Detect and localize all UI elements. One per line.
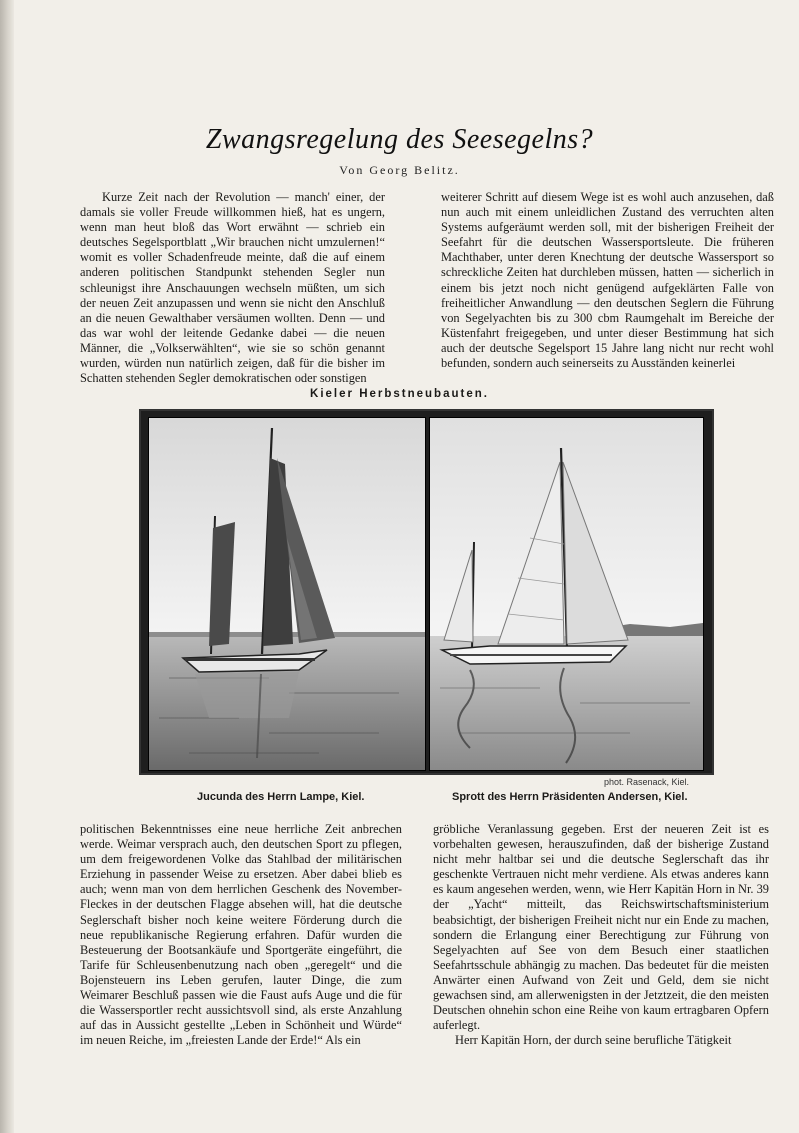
column-bottom-left	[80, 822, 402, 1048]
caption-right: Sprott des Herrn Präsidenten Andersen, Kiel.	[452, 791, 688, 803]
article-byline: Von Georg Belitz.	[339, 163, 460, 177]
article-title: Zwangsregelung des Seesegelns?	[205, 124, 594, 155]
photo-yacht-jucunda	[148, 417, 426, 771]
column-top-right	[441, 190, 774, 371]
column-top-left	[80, 190, 385, 386]
column-bottom-right	[433, 822, 769, 1048]
figure-heading: Kieler Herbstneubauten.	[310, 388, 489, 400]
paragraph: weiterer Schritt auf diesem Wege ist es wohl auch anzusehen, daß nun auch mit einem unleidlichen Zustand des verruchten alten Systems aufgeräumt werden soll, mit der bisherigen Freiheit der Seefahrt für die deutschen Wassersportsleute. Die früheren Machthaber, unter deren Knechtung der deutsche Wassersport so schreckliche Zeiten hat durchleben müssen, hatten — sicherlich in einem bis jetzt noch nicht genügend aufgeklärten Falle von freiheitlicher Anwandlung — den deutschen Seglern die Führung von Segelyachten bis zu 300 cbm Raumgehalt im Bereiche der Küstenfahrt freigegeben, und unter dieser Bestimmung hat sich auch der deutsche Segelsport 15 Jahre lang nicht nur recht wohl befunden, sondern auch seinerseits zu Ausständen keinerlei	[441, 190, 774, 371]
photo-frame	[139, 409, 714, 775]
paragraph: politischen Bekenntnisses eine neue herrliche Zeit anbrechen werde. Weimar versprach auch, den deutschen Sport zu pflegen, um dem freigewordenen Volke das Stahlbad der militärischen Erziehung in passender Weise zu ersetzen. Aber dabei blieb es auch; wenn man von dem herrlichen Geschenk des November-Fleckes in der deutschen Flagge absehen will, hat die deutsche Seglerschaft bisher noch keine weitere Förderung durch die neue republikanische Regierung erfahren. Dafür wurden die Besteuerung der Bootsankäufe und Sportgeräte eingeführt, die Tarife für Schleusenbenutzung nach oben „geregelt“ und die Bojensteuern ins Leben gerufen, lauter Dinge, die zum Weimarer Beschluß passen wie die Faust aufs Auge und die für die Wassersportler recht aussichtsvoll sind, als erste Anzahlung auf das in Aussicht gestellte „Leben in Schönheit und Würde“ im neuen Reiche, im „freiesten Lande der Erde!“ Als ein	[80, 822, 402, 1048]
paragraph: Kurze Zeit nach der Revolution — manch' einer, der damals sie voller Freude willkommen hieß, hat es ungern, wenn man heut bloß das Wort erwähnt — schrieb ein deutsches Segelsportblatt „Wir brauchen nicht umzulernen!“ womit es voller Schadenfreude meinte, daß die auf einem anderen politischen Standpunkt stehenden Segler nun schleunigst ihre Anschauungen wechseln müßten, um sich der neuen Zeit anzupassen und wenn sie nicht den Anschluß an die neuen Gewalthaber versäumen wollten. Denn — und das war wohl der leitende Gedanke dabei — die neuen Männer, die „Volkserwählten“, wie sie so schön genannt wurden, würden nun natürlich zeigen, daß für die bisher im Schatten stehenden Segler demokratischen oder sonstigen	[80, 190, 385, 386]
caption-left: Jucunda des Herrn Lampe, Kiel.	[197, 791, 365, 803]
paragraph: Herr Kapitän Horn, der durch seine berufliche Tätigkeit	[455, 1033, 732, 1048]
photo-yacht-sprott	[429, 417, 704, 771]
paragraph: gröbliche Veranlassung gegeben. Erst der neueren Zeit ist es vorbehalten gewesen, herauszufinden, daß der bisherige Zustand nicht mehr haltbar sei und die deutsche Seglerschaft das ihr geschenkte Vertrauen nicht mehr verdiene. Als etwas anderes kann es kaum angesehen werden, wenn, wie Herr Kapitän Horn in Nr. 39 der „Yacht“ mitteilt, das Reichswirtschaftsministerium beabsichtigt, der bisherigen Freiheit nicht nur ein Ende zu machen, sondern die Erlangung einer Berechtigung zur Führung von Segelyachten auf See von dem Besuch einer staatlichen Seefahrtsschule abhängig zu machen. Das bedeutet für die meisten Anwärter einen Aufwand von Zeit und Geld, dem sie nicht gewachsen sind, am allerwenigsten in der Jetztzeit, die den meisten Deutschen ohnehin schon eine Reihe von kaum ertragbaren Opfern auferlegt.	[433, 822, 769, 1033]
photo-credit: phot. Rasenack, Kiel.	[604, 777, 690, 787]
